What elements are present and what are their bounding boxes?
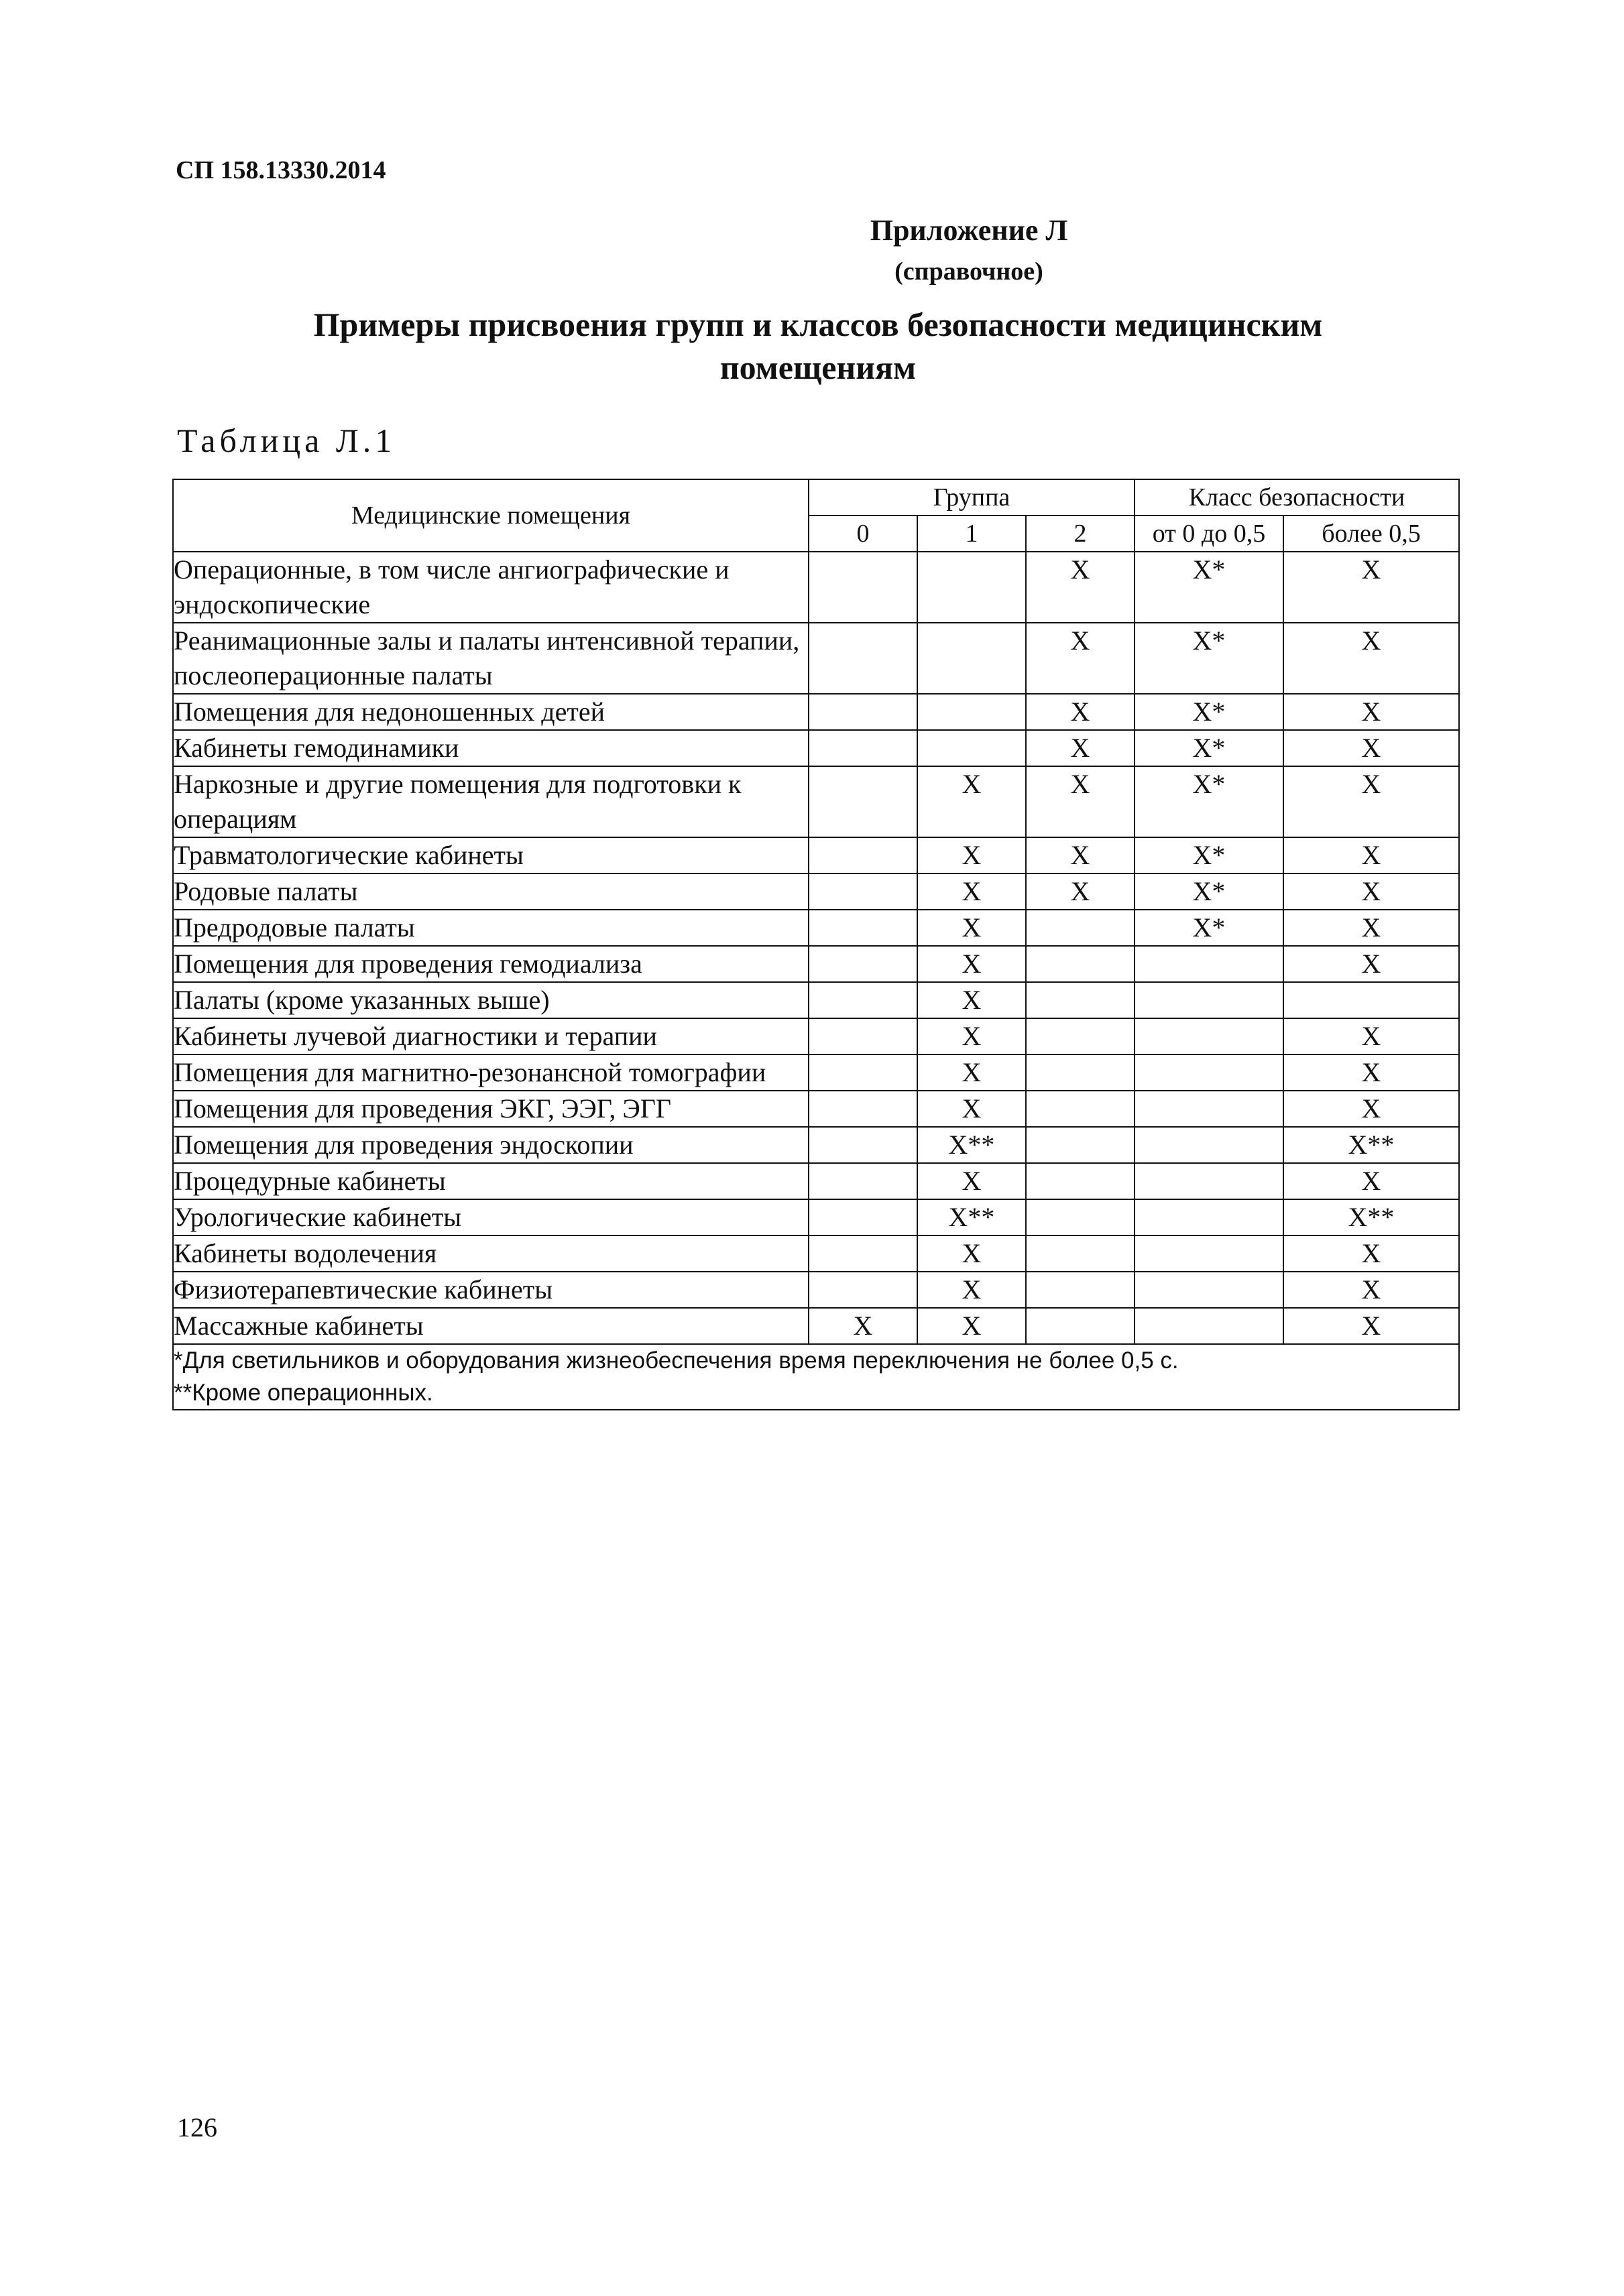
group-0-cell	[809, 873, 917, 910]
group-0-cell	[809, 730, 917, 766]
room-name-cell: Процедурные кабинеты	[173, 1163, 809, 1199]
class-high-header: более 0,5	[1283, 516, 1459, 552]
group-1-cell: X	[917, 1091, 1026, 1127]
class-high-cell: X	[1283, 623, 1459, 694]
room-name-cell: Массажные кабинеты	[173, 1308, 809, 1344]
group-1-cell: X	[917, 766, 1026, 837]
appendix-title: Приложение Л	[870, 214, 1068, 247]
group-2-cell	[1026, 1272, 1135, 1308]
room-name-cell: Помещения для проведения эндоскопии	[173, 1127, 809, 1163]
document-code: СП 158.13330.2014	[176, 156, 386, 184]
group-1-cell: X	[917, 1235, 1026, 1272]
table-row	[173, 1235, 1459, 1272]
room-name-cell: Помещения для недоношенных детей	[173, 694, 809, 730]
table-row	[173, 1199, 1459, 1235]
class-high-cell: X	[1283, 1163, 1459, 1199]
room-column-header: Медицинские помещения	[173, 479, 809, 552]
class-high-cell: X	[1283, 1235, 1459, 1272]
group-1-cell	[917, 694, 1026, 730]
group-0-cell	[809, 1272, 917, 1308]
table-row	[173, 946, 1459, 982]
group-2-cell: X	[1026, 837, 1135, 873]
group-1-cell	[917, 552, 1026, 623]
class-high-cell: X**	[1283, 1127, 1459, 1163]
table-row	[173, 1308, 1459, 1344]
room-name-cell: Предродовые палаты	[173, 910, 809, 946]
group-1-cell: X	[917, 910, 1026, 946]
footnote-1: *Для светильников и оборудования жизнеобеспечения время переключения не более 0,5 с.	[174, 1347, 1179, 1374]
table-row	[173, 766, 1459, 837]
group-0-cell	[809, 766, 917, 837]
table-row	[173, 694, 1459, 730]
class-high-cell: X	[1283, 1308, 1459, 1344]
class-high-cell: X**	[1283, 1199, 1459, 1235]
class-high-cell: X	[1283, 837, 1459, 873]
table-row	[173, 623, 1459, 694]
group-0-cell	[809, 694, 917, 730]
group-2-header: 2	[1026, 516, 1135, 552]
class-low-cell: X*	[1135, 873, 1283, 910]
group-1-cell: X**	[917, 1127, 1026, 1163]
table-row	[173, 1163, 1459, 1199]
table-row	[173, 1018, 1459, 1054]
group-column-header: Группа	[809, 479, 1135, 516]
footnote-2: **Кроме операционных.	[174, 1380, 433, 1406]
class-low-cell	[1135, 1163, 1283, 1199]
table-row	[173, 1091, 1459, 1127]
group-2-cell: X	[1026, 766, 1135, 837]
class-high-cell: X	[1283, 730, 1459, 766]
group-0-cell	[809, 1018, 917, 1054]
group-2-cell	[1026, 946, 1135, 982]
class-low-cell	[1135, 1272, 1283, 1308]
class-low-cell	[1135, 1235, 1283, 1272]
safety-class-table	[172, 479, 1460, 1410]
room-name-cell: Кабинеты водолечения	[173, 1235, 809, 1272]
group-0-cell	[809, 982, 917, 1018]
table-row	[173, 837, 1459, 873]
group-1-cell: X	[917, 946, 1026, 982]
group-0-cell	[809, 1054, 917, 1091]
class-high-cell: X	[1283, 694, 1459, 730]
group-1-cell: X	[917, 1163, 1026, 1199]
class-low-header: от 0 до 0,5	[1135, 516, 1283, 552]
room-name-cell: Кабинеты лучевой диагностики и терапии	[173, 1018, 809, 1054]
class-low-cell	[1135, 1199, 1283, 1235]
table-body	[173, 552, 1459, 1344]
class-low-cell	[1135, 1091, 1283, 1127]
table-row	[173, 1054, 1459, 1091]
room-name-cell: Операционные, в том числе ангиографические и эндоскопические	[173, 552, 809, 623]
group-2-cell	[1026, 910, 1135, 946]
class-high-cell: X	[1283, 552, 1459, 623]
room-name-cell: Палаты (кроме указанных выше)	[173, 982, 809, 1018]
class-high-cell: X	[1283, 1091, 1459, 1127]
group-2-cell	[1026, 1054, 1135, 1091]
group-2-cell: X	[1026, 730, 1135, 766]
table-row	[173, 1127, 1459, 1163]
group-2-cell	[1026, 1091, 1135, 1127]
class-high-cell: X	[1283, 910, 1459, 946]
class-high-cell	[1283, 982, 1459, 1018]
group-2-cell	[1026, 1163, 1135, 1199]
group-1-cell: X	[917, 873, 1026, 910]
group-2-cell: X	[1026, 694, 1135, 730]
group-2-cell	[1026, 982, 1135, 1018]
group-0-header: 0	[809, 516, 917, 552]
table-row	[173, 1272, 1459, 1308]
group-0-cell: X	[809, 1308, 917, 1344]
appendix-note: (справочное)	[894, 257, 1043, 286]
group-0-cell	[809, 946, 917, 982]
page-number: 126	[177, 2112, 217, 2142]
class-low-cell: X*	[1135, 730, 1283, 766]
group-1-cell: X	[917, 837, 1026, 873]
group-0-cell	[809, 623, 917, 694]
room-name-cell: Реанимационные залы и палаты интенсивной терапии, послеоперационные палаты	[173, 623, 809, 694]
class-low-cell: X*	[1135, 694, 1283, 730]
room-name-cell: Помещения для проведения гемодиализа	[173, 946, 809, 982]
group-2-cell	[1026, 1199, 1135, 1235]
class-low-cell	[1135, 1054, 1283, 1091]
table-row	[173, 730, 1459, 766]
group-2-cell	[1026, 1235, 1135, 1272]
class-column-header: Класс безопасности	[1135, 479, 1459, 516]
group-2-cell	[1026, 1308, 1135, 1344]
class-low-cell	[1135, 946, 1283, 982]
group-0-cell	[809, 1235, 917, 1272]
class-low-cell: X*	[1135, 766, 1283, 837]
room-name-cell: Урологические кабинеты	[173, 1199, 809, 1235]
group-2-cell	[1026, 1127, 1135, 1163]
table-row	[173, 982, 1459, 1018]
room-name-cell: Помещения для магнитно-резонансной томографии	[173, 1054, 809, 1091]
class-low-cell: X*	[1135, 552, 1283, 623]
class-low-cell: X*	[1135, 910, 1283, 946]
group-1-cell: X	[917, 982, 1026, 1018]
group-2-cell	[1026, 1018, 1135, 1054]
group-1-cell: X	[917, 1018, 1026, 1054]
class-high-cell: X	[1283, 873, 1459, 910]
group-2-cell: X	[1026, 552, 1135, 623]
group-0-cell	[809, 1199, 917, 1235]
group-1-cell: X	[917, 1054, 1026, 1091]
class-low-cell: X*	[1135, 623, 1283, 694]
main-title: Примеры присвоения групп и классов безопасности медицинским помещениям	[313, 306, 1323, 386]
group-1-cell: X	[917, 1308, 1026, 1344]
group-1-cell	[917, 730, 1026, 766]
room-name-cell: Физиотерапевтические кабинеты	[173, 1272, 809, 1308]
room-name-cell: Помещения для проведения ЭКГ, ЭЭГ, ЭГГ	[173, 1091, 809, 1127]
table-footnotes	[173, 1344, 1459, 1410]
room-name-cell: Кабинеты гемодинамики	[173, 730, 809, 766]
room-name-cell: Родовые палаты	[173, 873, 809, 910]
table-label: Таблица Л.1	[177, 422, 396, 459]
room-name-cell: Травматологические кабинеты	[173, 837, 809, 873]
group-1-cell	[917, 623, 1026, 694]
group-2-cell: X	[1026, 623, 1135, 694]
class-low-cell	[1135, 1018, 1283, 1054]
group-1-header: 1	[917, 516, 1026, 552]
group-0-cell	[809, 552, 917, 623]
class-low-cell	[1135, 982, 1283, 1018]
group-2-cell: X	[1026, 873, 1135, 910]
class-low-cell	[1135, 1127, 1283, 1163]
group-1-cell: X**	[917, 1199, 1026, 1235]
group-0-cell	[809, 1163, 917, 1199]
table-row	[173, 873, 1459, 910]
group-0-cell	[809, 1127, 917, 1163]
class-low-cell	[1135, 1308, 1283, 1344]
group-1-cell: X	[917, 1272, 1026, 1308]
class-high-cell: X	[1283, 1272, 1459, 1308]
table-row	[173, 910, 1459, 946]
class-high-cell: X	[1283, 1018, 1459, 1054]
class-high-cell: X	[1283, 946, 1459, 982]
class-high-cell: X	[1283, 766, 1459, 837]
room-name-cell: Наркозные и другие помещения для подготовки к операциям	[173, 766, 809, 837]
group-0-cell	[809, 910, 917, 946]
table-row	[173, 552, 1459, 623]
group-0-cell	[809, 1091, 917, 1127]
class-high-cell: X	[1283, 1054, 1459, 1091]
class-low-cell: X*	[1135, 837, 1283, 873]
group-0-cell	[809, 837, 917, 873]
